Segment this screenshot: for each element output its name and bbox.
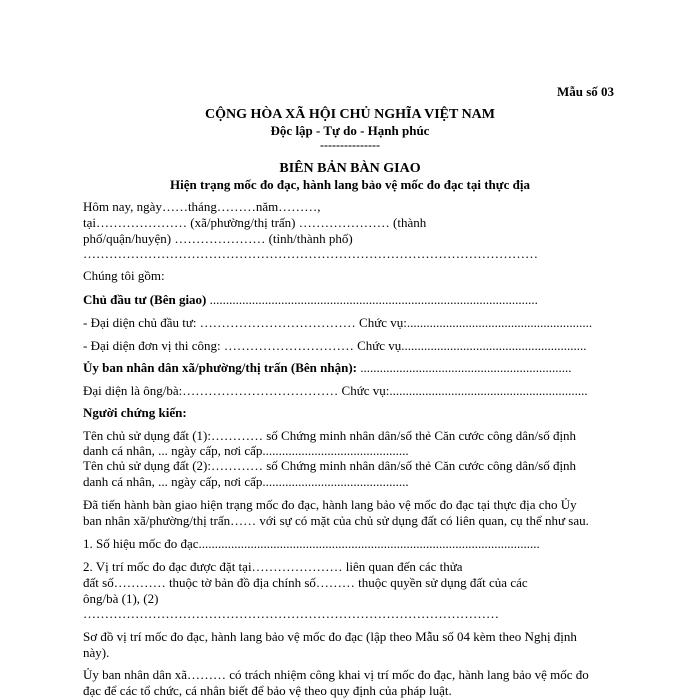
item1-marker-number: 1. Số hiệu mốc đo đạc......................................................................................................... [83,536,540,551]
committee-representative: Đại diện là ông/bà:……………………………… Chức vụ:............................................................. [83,383,588,398]
motto-rule: --------------- [320,138,380,152]
handover-line2: ban nhân xã/phường/thị trấn…… với sự có mặt của chủ sử dụng đất có liên quan, cụ thể như sau. [83,513,589,528]
place-line: tại………………… (xã/phường/thị trấn) ………………… (thành [83,215,427,230]
item2-line1: 2. Vị trí mốc đo đạc được đặt tại………………… liên quan đến các thửa [83,559,463,574]
handover-line1: Đã tiến hành bàn giao hiện trạng mốc đo đạc, hành lang bảo vệ mốc đo đạc tại thực địa cho Ủy [83,497,577,512]
document-title: BIÊN BẢN BÀN GIAO [279,161,421,176]
district-line: phố/quận/huyện) ………………… (tỉnh/thành phố) [83,231,353,246]
committee-line [83,360,572,376]
committee-dots: ................................................................. [360,360,572,375]
witness-heading: Người chứng kiến: [83,405,187,420]
national-title: CỘNG HÒA XÃ HỘI CHỦ NGHĨA VIỆT NAM [204,107,495,122]
diagram-note-line1: Sơ đồ vị trí mốc đo đạc, hành lang bảo vệ mốc đo đạc (lập theo Mẫu số 04 kèm theo Nghị định [83,629,577,644]
investor-representative: - Đại diện chủ đầu tư: ……………………………… Chức vụ:......................................................... [83,315,593,330]
item2-dotted-line: …………………………………………………………………………………… [83,606,499,621]
owner1-line1: Tên chủ sử dụng đất (1):………… số Chứng minh nhân dân/số thẻ Căn cước công dân/số định [83,428,577,443]
investor-dots: ..................................................................................................... [209,292,538,307]
owner2-line2: danh cá nhân, ... ngày cấp, nơi cấp............................................. [83,474,409,489]
investor-heading: Chủ đầu tư (Bên giao) [83,292,207,307]
participants-heading: Chúng tôi gồm: [83,268,165,283]
national-motto: Độc lập - Tự do - Hạnh phúc [270,123,430,138]
dotted-line: …………………………………………………………………………………………… [83,246,538,261]
item2-line3: ông/bà (1), (2) [83,591,159,606]
diagram-note-line2: này). [83,645,110,660]
committee-heading: Ủy ban nhân dân xã/phường/thị trấn (Bên nhận): [83,360,358,375]
date-line: Hôm nay, ngày……tháng………năm………, [83,199,321,214]
responsibility-line1: Ủy ban nhân dân xã……… có trách nhiệm công khai vị trí mốc đo đạc, hành lang bảo vệ mốc đo [83,667,589,682]
document-subtitle: Hiện trạng mốc đo đạc, hành lang bảo vệ mốc đo đạc tại thực địa [170,177,530,192]
form-number: Mẫu số 03 [557,84,615,99]
contractor-representative: - Đại diện đơn vị thi công: ………………………… Chức vụ......................................................... [83,338,587,353]
owner1-line2: danh cá nhân, ... ngày cấp, nơi cấp............................................. [83,443,409,458]
responsibility-line2: đạc để các tổ chức, cá nhân biết để bảo vệ theo quy định của pháp luật. [83,683,452,698]
investor-line [83,292,538,308]
owner2-line1: Tên chủ sử dụng đất (2):………… số Chứng minh nhân dân/số thẻ Căn cước công dân/số định [83,458,577,473]
item2-line2: đất số………… thuộc tờ bản đồ địa chính số……… thuộc quyền sử dụng đất của các [83,575,528,590]
